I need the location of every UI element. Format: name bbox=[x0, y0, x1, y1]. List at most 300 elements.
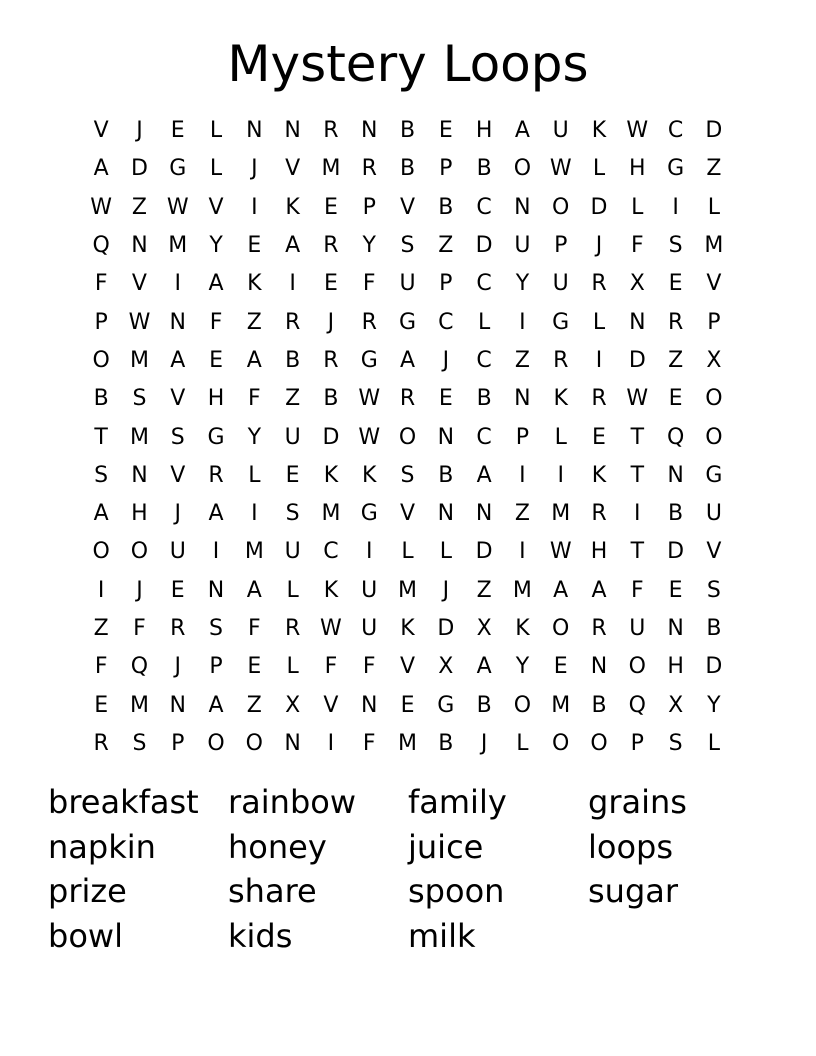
grid-letter: U bbox=[552, 118, 569, 144]
grid-letter: D bbox=[475, 233, 493, 259]
grid-letter: R bbox=[93, 730, 109, 756]
grid-letter: I bbox=[251, 194, 258, 220]
grid-letter: D bbox=[475, 539, 493, 565]
grid-letter: B bbox=[323, 386, 339, 412]
grid-row bbox=[82, 342, 734, 380]
grid-letter: I bbox=[519, 462, 526, 488]
grid-letter: O bbox=[92, 347, 110, 373]
grid-letter: S bbox=[132, 386, 147, 412]
grid-letter: C bbox=[667, 118, 684, 144]
grid-letter: K bbox=[362, 462, 377, 488]
grid-letter: I bbox=[519, 539, 526, 565]
grid-letter: W bbox=[90, 194, 113, 220]
grid-letter: P bbox=[515, 424, 530, 450]
grid-letter: S bbox=[668, 233, 683, 259]
grid-row bbox=[82, 572, 734, 610]
grid-letter: Z bbox=[131, 194, 147, 220]
grid-letter: G bbox=[360, 347, 378, 373]
grid-letter: N bbox=[514, 194, 531, 220]
grid-letter: L bbox=[707, 194, 721, 220]
grid-letter: H bbox=[207, 386, 225, 412]
grid-letter: J bbox=[327, 309, 335, 335]
grid-letter: N bbox=[169, 309, 186, 335]
grid-letter: P bbox=[362, 194, 376, 220]
grid-letter: A bbox=[246, 347, 262, 373]
grid-letter: E bbox=[209, 347, 223, 373]
grid-letter: F bbox=[248, 386, 261, 412]
grid-letter: N bbox=[437, 424, 455, 450]
grid-letter: B bbox=[93, 386, 109, 412]
grid-letter: G bbox=[552, 309, 570, 335]
grid-letter: R bbox=[399, 386, 416, 412]
grid-letter: A bbox=[285, 233, 301, 259]
grid-letter: F bbox=[630, 233, 644, 259]
grid-letter: B bbox=[476, 386, 492, 412]
grid-letter: E bbox=[247, 654, 262, 680]
grid-letter: I bbox=[519, 309, 526, 335]
grid-letter: N bbox=[169, 692, 186, 718]
grid-letter: U bbox=[361, 577, 378, 603]
grid-letter: B bbox=[438, 730, 454, 756]
grid-letter: E bbox=[438, 386, 453, 412]
grid-letter: I bbox=[557, 462, 564, 488]
grid-letter: A bbox=[476, 462, 492, 488]
grid-letter: J bbox=[251, 156, 258, 182]
grid-letter: G bbox=[705, 462, 723, 488]
word-list bbox=[48, 780, 768, 959]
grid-letter: R bbox=[361, 309, 377, 335]
grid-letter: U bbox=[399, 271, 416, 297]
grid-letter: J bbox=[480, 730, 488, 756]
grid-letter: B bbox=[438, 194, 454, 220]
grid-letter: K bbox=[247, 271, 262, 297]
grid-letter: R bbox=[553, 347, 569, 373]
grid-letter: O bbox=[130, 539, 149, 565]
word-list-item: family bbox=[408, 783, 507, 821]
grid-letter: U bbox=[552, 271, 569, 297]
grid-letter: T bbox=[94, 424, 108, 450]
grid-letter: F bbox=[362, 271, 376, 297]
grid-letter: S bbox=[668, 730, 683, 756]
grid-letter: N bbox=[629, 309, 646, 335]
grid-letter: N bbox=[207, 577, 225, 603]
grid-letter: B bbox=[706, 616, 722, 641]
grid-row bbox=[82, 418, 734, 456]
grid-letter: R bbox=[323, 233, 339, 259]
grid-letter: O bbox=[207, 730, 225, 756]
grid-letter: X bbox=[438, 654, 454, 680]
grid-letter: J bbox=[442, 347, 450, 373]
grid-letter: A bbox=[476, 654, 492, 680]
grid-letter: R bbox=[591, 616, 607, 641]
word-list-item: prize bbox=[48, 872, 127, 911]
grid-row bbox=[82, 686, 734, 724]
grid-letter: H bbox=[667, 654, 684, 680]
grid-letter: D bbox=[628, 347, 646, 373]
grid-letter: G bbox=[207, 424, 225, 450]
grid-letter: A bbox=[246, 577, 262, 603]
grid-letter: B bbox=[285, 347, 301, 373]
grid-letter: G bbox=[169, 156, 187, 182]
grid-letter: O bbox=[552, 730, 570, 756]
grid-letter: V bbox=[170, 386, 186, 412]
page-title: Mystery Loops bbox=[227, 35, 589, 93]
grid-letter: P bbox=[554, 233, 568, 259]
grid-letter: O bbox=[705, 386, 723, 412]
grid-letter: F bbox=[630, 577, 644, 603]
grid-letter: K bbox=[553, 386, 568, 412]
grid-letter: Z bbox=[476, 577, 492, 603]
grid-letter: L bbox=[477, 309, 491, 335]
grid-letter: J bbox=[174, 501, 181, 527]
grid-letter: J bbox=[595, 233, 603, 259]
grid-letter: Z bbox=[706, 156, 722, 182]
grid-letter: I bbox=[212, 539, 220, 565]
grid-letter: M bbox=[321, 501, 341, 527]
grid-letter: I bbox=[672, 194, 679, 220]
grid-letter: V bbox=[399, 194, 416, 220]
grid-letter: W bbox=[626, 386, 649, 412]
grid-letter: V bbox=[706, 271, 722, 297]
grid-letter: Y bbox=[707, 692, 721, 718]
grid-letter: V bbox=[323, 692, 339, 718]
grid-letter: E bbox=[285, 462, 300, 488]
grid-letter: I bbox=[251, 501, 258, 527]
grid-letter: J bbox=[174, 654, 181, 680]
grid-letter: V bbox=[399, 501, 416, 527]
grid-letter: L bbox=[631, 194, 644, 220]
grid-row bbox=[82, 265, 734, 303]
grid-letter: W bbox=[166, 194, 189, 220]
grid-letter: I bbox=[365, 539, 373, 565]
grid-letter: K bbox=[323, 462, 339, 488]
grid-letter: S bbox=[209, 616, 224, 641]
grid-letter: L bbox=[209, 118, 223, 144]
grid-letter: V bbox=[170, 462, 186, 488]
grid-letter: G bbox=[398, 309, 417, 335]
grid-letter: L bbox=[707, 730, 721, 756]
grid-letter: R bbox=[284, 616, 301, 641]
grid-row bbox=[82, 380, 734, 418]
grid-letter: E bbox=[323, 194, 338, 220]
word-list-item: grains bbox=[588, 783, 687, 821]
grid-letter: L bbox=[209, 156, 223, 182]
grid-letter: I bbox=[174, 271, 181, 297]
grid-letter: R bbox=[208, 462, 224, 488]
grid-letter: I bbox=[634, 501, 641, 527]
grid-letter: O bbox=[705, 424, 723, 450]
word-list-item: rainbow bbox=[228, 783, 356, 821]
grid-letter: U bbox=[629, 616, 646, 641]
grid-letter: N bbox=[360, 692, 378, 718]
grid-letter: A bbox=[399, 347, 416, 373]
grid-letter: R bbox=[591, 386, 607, 412]
grid-letter: F bbox=[133, 616, 146, 641]
grid-letter: M bbox=[321, 156, 341, 182]
word-list-item: loops bbox=[588, 827, 674, 866]
grid-letter: S bbox=[285, 501, 300, 527]
grid-letter: S bbox=[94, 462, 109, 488]
grid-letter: J bbox=[136, 577, 143, 603]
grid-letter: A bbox=[208, 271, 224, 297]
grid-letter: H bbox=[590, 539, 608, 565]
grid-letter: N bbox=[246, 118, 263, 144]
grid-letter: K bbox=[591, 118, 607, 144]
grid-letter: U bbox=[705, 501, 722, 527]
grid-letter: R bbox=[361, 156, 377, 182]
grid-letter: S bbox=[400, 233, 415, 259]
grid-letter: S bbox=[132, 730, 147, 756]
grid-letter: N bbox=[590, 654, 608, 680]
grid-letter: M bbox=[129, 347, 149, 373]
grid-letter: P bbox=[439, 156, 453, 182]
grid-letter: R bbox=[591, 271, 607, 297]
grid-letter: V bbox=[93, 118, 109, 144]
grid-letter: F bbox=[248, 616, 261, 641]
grid-letter: A bbox=[93, 501, 109, 527]
grid-letter: N bbox=[514, 386, 531, 412]
word-list-item: milk bbox=[408, 917, 476, 956]
grid-letter: A bbox=[170, 347, 186, 373]
grid-letter: E bbox=[668, 271, 683, 297]
grid-letter: M bbox=[129, 424, 149, 450]
grid-letter: C bbox=[476, 347, 492, 373]
word-list-item: juice bbox=[408, 827, 484, 866]
grid-letter: Q bbox=[628, 692, 646, 718]
grid-letter: M bbox=[168, 233, 188, 259]
grid-letter: M bbox=[244, 539, 264, 565]
grid-letter: N bbox=[475, 501, 493, 527]
grid-letter: E bbox=[438, 118, 453, 144]
word-list-item: honey bbox=[228, 827, 327, 866]
grid-letter: B bbox=[399, 156, 416, 182]
grid-letter: B bbox=[438, 462, 454, 488]
grid-letter: E bbox=[400, 692, 415, 718]
grid-letter: I bbox=[595, 347, 603, 373]
grid-letter: M bbox=[129, 692, 149, 718]
grid-letter: I bbox=[327, 730, 335, 756]
grid-letter: X bbox=[668, 692, 684, 718]
grid-letter: L bbox=[286, 654, 299, 680]
grid-letter: N bbox=[360, 118, 378, 144]
grid-row bbox=[82, 648, 734, 686]
grid-row bbox=[82, 227, 734, 265]
grid-letter: K bbox=[323, 577, 339, 603]
grid-letter: N bbox=[284, 118, 301, 144]
grid-letter: K bbox=[515, 616, 530, 641]
grid-letter: D bbox=[322, 424, 340, 450]
grid-letter: M bbox=[551, 501, 571, 527]
grid-row bbox=[82, 150, 734, 188]
grid-letter: M bbox=[551, 692, 571, 718]
grid-letter: N bbox=[667, 462, 684, 488]
grid-letter: O bbox=[513, 156, 532, 182]
word-list-item: share bbox=[228, 872, 317, 911]
grid-letter: G bbox=[437, 692, 455, 718]
grid-row bbox=[82, 533, 734, 571]
grid-letter: L bbox=[592, 156, 606, 182]
grid-letter: L bbox=[439, 539, 452, 565]
word-list-item: sugar bbox=[588, 872, 679, 911]
grid-letter: E bbox=[668, 386, 683, 412]
grid-row bbox=[82, 457, 734, 495]
grid-letter: R bbox=[284, 309, 301, 335]
grid-letter: H bbox=[131, 501, 148, 527]
grid-letter: N bbox=[667, 616, 684, 641]
grid-letter: X bbox=[629, 271, 645, 297]
grid-letter: B bbox=[399, 118, 416, 144]
grid-letter: N bbox=[131, 233, 148, 259]
grid-letter: D bbox=[130, 156, 148, 182]
grid-letter: O bbox=[398, 424, 417, 450]
grid-letter: G bbox=[360, 501, 378, 527]
grid-letter: P bbox=[209, 654, 223, 680]
grid-letter: V bbox=[131, 271, 147, 297]
grid-letter: M bbox=[398, 577, 418, 603]
word-list-item: bowl bbox=[48, 917, 123, 956]
letter-grid bbox=[82, 112, 734, 763]
grid-letter: E bbox=[668, 577, 683, 603]
grid-letter: A bbox=[208, 692, 224, 718]
grid-letter: A bbox=[553, 577, 569, 603]
grid-letter: P bbox=[630, 730, 644, 756]
grid-letter: R bbox=[667, 309, 684, 335]
grid-letter: F bbox=[94, 271, 108, 297]
grid-letter: V bbox=[208, 194, 224, 220]
grid-letter: P bbox=[171, 730, 185, 756]
grid-letter: W bbox=[128, 309, 151, 335]
grid-letter: L bbox=[286, 577, 299, 603]
grid-letter: C bbox=[323, 539, 339, 565]
grid-letter: N bbox=[284, 730, 301, 756]
grid-letter: A bbox=[514, 118, 530, 144]
grid-letter: W bbox=[358, 386, 381, 412]
grid-letter: K bbox=[400, 616, 415, 641]
grid-letter: Y bbox=[209, 233, 223, 259]
grid-letter: C bbox=[476, 271, 492, 297]
grid-letter: Z bbox=[93, 616, 109, 641]
grid-letter: Z bbox=[285, 386, 301, 412]
word-list-item: spoon bbox=[408, 872, 505, 911]
grid-letter: C bbox=[438, 309, 454, 335]
grid-letter: U bbox=[514, 233, 531, 259]
grid-letter: X bbox=[706, 347, 722, 373]
grid-letter: O bbox=[628, 654, 646, 680]
word-list-item: kids bbox=[228, 917, 293, 956]
grid-letter: Z bbox=[246, 309, 262, 335]
grid-letter: E bbox=[170, 118, 185, 144]
grid-letter: G bbox=[667, 156, 685, 182]
grid-letter: Y bbox=[515, 654, 530, 680]
grid-letter: O bbox=[552, 616, 570, 641]
grid-letter: L bbox=[592, 309, 606, 335]
grid-letter: Z bbox=[514, 501, 530, 527]
grid-letter: E bbox=[247, 233, 262, 259]
grid-letter: P bbox=[707, 309, 721, 335]
grid-letter: E bbox=[94, 692, 109, 718]
word-list-item: breakfast bbox=[48, 783, 199, 821]
grid-letter: E bbox=[592, 424, 606, 450]
grid-letter: I bbox=[97, 577, 105, 603]
grid-letter: Y bbox=[362, 233, 376, 259]
grid-letter: Q bbox=[130, 654, 149, 680]
grid-letter: O bbox=[245, 730, 263, 756]
grid-letter: D bbox=[705, 118, 723, 144]
grid-letter: F bbox=[324, 654, 338, 680]
grid-row bbox=[82, 495, 734, 533]
grid-letter: J bbox=[136, 118, 143, 144]
grid-letter: H bbox=[629, 156, 646, 182]
grid-letter: M bbox=[704, 233, 724, 259]
grid-letter: E bbox=[323, 271, 338, 297]
grid-letter: Y bbox=[247, 424, 262, 450]
grid-letter: O bbox=[92, 539, 110, 565]
grid-letter: U bbox=[284, 539, 301, 565]
grid-letter: R bbox=[170, 616, 186, 641]
grid-letter: M bbox=[512, 577, 532, 603]
grid-letter: D bbox=[437, 616, 455, 641]
grid-letter: Q bbox=[92, 233, 110, 259]
grid-letter: Q bbox=[666, 424, 685, 450]
grid-letter: C bbox=[476, 424, 492, 450]
grid-letter: E bbox=[170, 577, 185, 603]
grid-letter: L bbox=[248, 462, 261, 488]
grid-letter: O bbox=[552, 194, 570, 220]
grid-letter: Z bbox=[514, 347, 530, 373]
grid-row bbox=[82, 112, 734, 150]
grid-letter: B bbox=[476, 156, 492, 182]
grid-letter: B bbox=[668, 501, 684, 527]
grid-letter: L bbox=[516, 730, 529, 756]
grid-letter: L bbox=[554, 424, 567, 450]
grid-letter: D bbox=[590, 194, 608, 220]
grid-letter: V bbox=[285, 156, 301, 182]
grid-letter: L bbox=[401, 539, 414, 565]
word-list-item: napkin bbox=[48, 827, 156, 866]
grid-letter: Z bbox=[438, 233, 454, 259]
grid-letter: N bbox=[437, 501, 455, 527]
grid-letter: A bbox=[93, 156, 109, 182]
grid-letter: B bbox=[476, 692, 492, 718]
grid-letter: O bbox=[513, 692, 532, 718]
grid-letter: F bbox=[209, 309, 223, 335]
grid-letter: A bbox=[591, 577, 607, 603]
grid-letter: K bbox=[591, 462, 607, 488]
grid-letter: X bbox=[285, 692, 301, 718]
grid-row bbox=[82, 303, 734, 341]
grid-letter: R bbox=[591, 501, 607, 527]
grid-letter: W bbox=[549, 539, 572, 565]
grid-letter: W bbox=[358, 424, 381, 450]
grid-letter: X bbox=[476, 616, 492, 641]
grid-letter: B bbox=[591, 692, 607, 718]
grid-letter: Z bbox=[246, 692, 262, 718]
grid-letter: R bbox=[323, 118, 339, 144]
grid-letter: U bbox=[361, 616, 378, 641]
grid-letter: N bbox=[131, 462, 148, 488]
grid-letter: W bbox=[549, 156, 572, 182]
grid-letter: P bbox=[439, 271, 453, 297]
grid-letter: W bbox=[320, 616, 342, 641]
grid-letter: S bbox=[706, 577, 721, 603]
grid-letter: V bbox=[706, 539, 722, 565]
grid-letter: D bbox=[705, 654, 723, 680]
grid-letter: U bbox=[169, 539, 186, 565]
grid-letter: F bbox=[362, 730, 376, 756]
grid-letter: A bbox=[208, 501, 224, 527]
grid-letter: M bbox=[398, 730, 418, 756]
grid-letter: F bbox=[94, 654, 108, 680]
